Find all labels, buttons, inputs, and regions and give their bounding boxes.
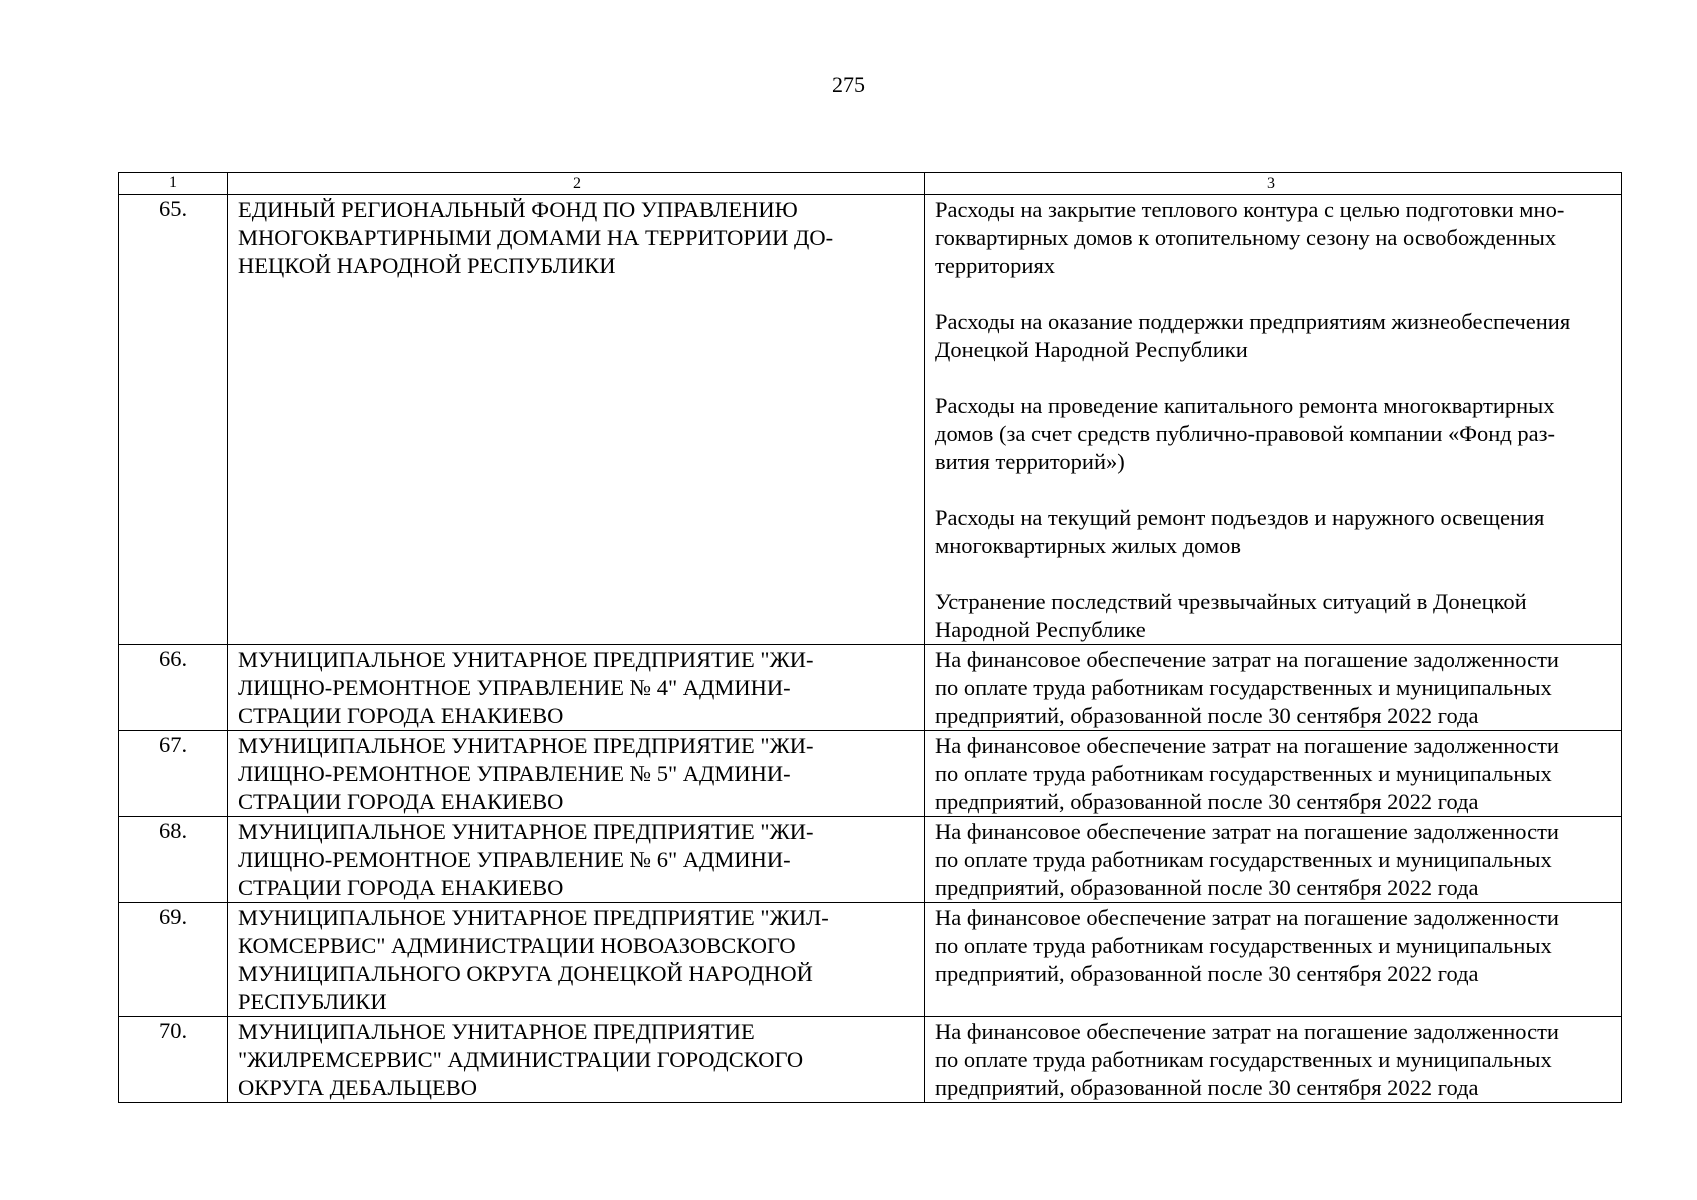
expense-description [925, 731, 1622, 817]
expense-paragraph [935, 588, 1607, 644]
expense-line: На финансовое обеспечение затрат на погашение задолженности [935, 819, 1559, 844]
organization-name-line: СТРАЦИИ ГОРОДА ЕНАКИЕВО [238, 789, 564, 814]
table-row [119, 195, 1622, 645]
expense-line: Устранение последствий чрезвычайных ситуаций в Донецкой [935, 589, 1527, 614]
expense-paragraph [935, 308, 1607, 364]
expense-line: предприятий, образованной после 30 сентября 2022 года [935, 789, 1479, 814]
row-number: 65. [119, 195, 228, 645]
organization-name [228, 195, 925, 645]
organization-name-line: СТРАЦИИ ГОРОДА ЕНАКИЕВО [238, 703, 564, 728]
table-row [119, 731, 1622, 817]
expense-paragraph [935, 904, 1607, 988]
expense-line: по оплате труда работникам государственных и муниципальных [935, 847, 1552, 872]
expense-line: Расходы на текущий ремонт подъездов и наружного освещения [935, 505, 1545, 530]
table-row [119, 817, 1622, 903]
page-number: 275 [832, 72, 865, 97]
organization-name-line: МУНИЦИПАЛЬНОЕ УНИТАРНОЕ ПРЕДПРИЯТИЕ [238, 1019, 755, 1044]
row-number: 69. [119, 903, 228, 1017]
organization-name-line: ЛИЩНО-РЕМОНТНОЕ УПРАВЛЕНИЕ № 4" АДМИНИ- [238, 675, 791, 700]
data-table [118, 172, 1622, 1103]
header-cell-3: 3 [925, 173, 1622, 195]
table-body [119, 173, 1622, 1103]
organization-name-line: "ЖИЛРЕМСЕРВИС" АДМИНИСТРАЦИИ ГОРОДСКОГО [238, 1047, 804, 1072]
expense-line: Расходы на оказание поддержки предприятиям жизнеобеспечения [935, 309, 1571, 334]
organization-name-line: МНОГОКВАРТИРНЫМИ ДОМАМИ НА ТЕРРИТОРИИ ДО- [238, 225, 834, 250]
expense-line: домов (за счет средств публично-правовой компании «Фонд раз- [935, 421, 1556, 446]
expense-line: На финансовое обеспечение затрат на погашение задолженности [935, 905, 1559, 930]
expense-line: вития территорий») [935, 449, 1125, 474]
organization-name-line: ЛИЩНО-РЕМОНТНОЕ УПРАВЛЕНИЕ № 6" АДМИНИ- [238, 847, 791, 872]
expense-line: по оплате труда работникам государственных и муниципальных [935, 675, 1552, 700]
organization-name-line: СТРАЦИИ ГОРОДА ЕНАКИЕВО [238, 875, 564, 900]
expense-line: предприятий, образованной после 30 сентября 2022 года [935, 1075, 1479, 1100]
expense-line: по оплате труда работникам государственных и муниципальных [935, 1047, 1552, 1072]
expense-paragraph [935, 818, 1607, 902]
expense-line: Расходы на проведение капитального ремонта многоквартирных [935, 393, 1555, 418]
expense-line: Расходы на закрытие теплового контура с целью подготовки мно- [935, 197, 1565, 222]
expense-line: по оплате труда работникам государственных и муниципальных [935, 761, 1552, 786]
expense-line: предприятий, образованной после 30 сентября 2022 года [935, 703, 1479, 728]
expense-line: многоквартирных жилых домов [935, 533, 1241, 558]
row-number: 70. [119, 1017, 228, 1103]
header-cell-2: 2 [228, 173, 925, 195]
expense-line: предприятий, образованной после 30 сентября 2022 года [935, 875, 1479, 900]
organization-name-line: МУНИЦИПАЛЬНОГО ОКРУГА ДОНЕЦКОЙ НАРОДНОЙ [238, 961, 813, 986]
expense-line: территориях [935, 253, 1056, 278]
expense-line: На финансовое обеспечение затрат на погашение задолженности [935, 733, 1559, 758]
organization-name-line: ОКРУГА ДЕБАЛЬЦЕВО [238, 1075, 477, 1100]
organization-name-line: МУНИЦИПАЛЬНОЕ УНИТАРНОЕ ПРЕДПРИЯТИЕ "ЖИЛ- [238, 905, 829, 930]
table-row [119, 1017, 1622, 1103]
organization-name [228, 1017, 925, 1103]
organization-name-line: МУНИЦИПАЛЬНОЕ УНИТАРНОЕ ПРЕДПРИЯТИЕ "ЖИ- [238, 819, 814, 844]
expense-description [925, 195, 1622, 645]
organization-name-line: ЛИЩНО-РЕМОНТНОЕ УПРАВЛЕНИЕ № 5" АДМИНИ- [238, 761, 791, 786]
organization-name-line: МУНИЦИПАЛЬНОЕ УНИТАРНОЕ ПРЕДПРИЯТИЕ "ЖИ- [238, 647, 814, 672]
organization-name-line: МУНИЦИПАЛЬНОЕ УНИТАРНОЕ ПРЕДПРИЯТИЕ "ЖИ- [238, 733, 814, 758]
expense-paragraph [935, 392, 1607, 476]
expense-paragraph [935, 1018, 1607, 1102]
expense-line: предприятий, образованной после 30 сентября 2022 года [935, 961, 1479, 986]
expense-description [925, 817, 1622, 903]
organization-name-line: КОМСЕРВИС" АДМИНИСТРАЦИИ НОВОАЗОВСКОГО [238, 933, 796, 958]
expense-line: гоквартирных домов к отопительному сезону на освобожденных [935, 225, 1557, 250]
expense-paragraph [935, 646, 1607, 730]
expense-line: Народной Республике [935, 617, 1146, 642]
organization-name-line: НЕЦКОЙ НАРОДНОЙ РЕСПУБЛИКИ [238, 253, 616, 278]
expense-description [925, 903, 1622, 1017]
organization-name [228, 817, 925, 903]
expense-description [925, 1017, 1622, 1103]
row-number: 66. [119, 645, 228, 731]
row-number: 67. [119, 731, 228, 817]
expense-paragraph [935, 196, 1607, 280]
table-header-row [119, 173, 1622, 195]
expense-line: На финансовое обеспечение затрат на погашение задолженности [935, 1019, 1559, 1044]
organization-name [228, 731, 925, 817]
table-row [119, 903, 1622, 1017]
organization-name [228, 903, 925, 1017]
expense-paragraph [935, 504, 1607, 560]
header-cell-1: 1 [119, 173, 228, 195]
expense-line: На финансовое обеспечение затрат на погашение задолженности [935, 647, 1559, 672]
expense-paragraph [935, 732, 1607, 816]
expense-line: Донецкой Народной Республики [935, 337, 1248, 362]
row-number: 68. [119, 817, 228, 903]
organization-name-line: ЕДИНЫЙ РЕГИОНАЛЬНЫЙ ФОНД ПО УПРАВЛЕНИЮ [238, 197, 798, 222]
expense-description [925, 645, 1622, 731]
organization-name-line: РЕСПУБЛИКИ [238, 989, 387, 1014]
table-row [119, 645, 1622, 731]
expense-line: по оплате труда работникам государственных и муниципальных [935, 933, 1552, 958]
organization-name [228, 645, 925, 731]
